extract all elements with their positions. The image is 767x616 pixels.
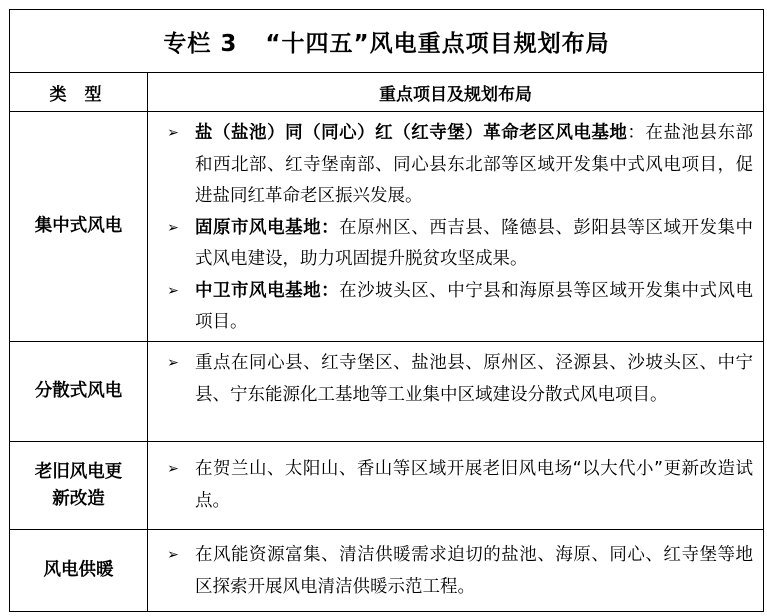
list-item — [148, 348, 763, 411]
content-cell — [148, 342, 763, 441]
arrow-bullet-icon: ➢ — [167, 125, 179, 141]
category-cell: 老旧风电更新改造 — [10, 442, 148, 529]
arrow-bullet-icon: ➢ — [167, 219, 179, 236]
column-box — [9, 9, 764, 612]
box-title — [10, 10, 763, 73]
category-cell: 分散式风电 — [10, 342, 148, 441]
table-row-centralized — [10, 112, 763, 342]
table-row-heating — [10, 530, 763, 611]
category-cell: 风电供暖 — [10, 530, 148, 611]
item-text: 重点在同心县、红寺堡区、盐池县、原州区、泾源县、沙坡头区、中宁县、宁东能源化工基地等工业集中区域建设分散式风电项目。 — [195, 353, 753, 405]
table-row-repowering — [10, 442, 763, 530]
content-cell — [148, 112, 763, 341]
item-bold-label: 固原市风电基地： — [195, 217, 340, 238]
arrow-bullet-icon: ➢ — [167, 355, 179, 371]
arrow-bullet-icon: ➢ — [167, 461, 179, 477]
item-text: 在原州区、西吉县、隆德县、彭阳县等区域开发集中式风电建设，助力巩固提升脱贫攻坚成果。 — [195, 217, 754, 269]
list-item — [148, 213, 763, 276]
content-cell — [148, 530, 763, 611]
table-row-distributed — [10, 342, 763, 442]
item-text: ：在盐池县东部和西北部、红寺堡南部、同心县东北部等区域开发集中式风电项目，促进盐同红革命老区振兴发展。 — [195, 123, 754, 206]
header-content: 重点项目及规划布局 — [148, 73, 763, 112]
list-item — [148, 276, 763, 339]
header-type: 类 型 — [10, 73, 148, 112]
list-item — [148, 454, 763, 517]
content-cell — [148, 442, 763, 529]
arrow-bullet-icon: ➢ — [167, 282, 179, 299]
item-bold-label: 盐（盐池）同（同心）红（红寺堡）革命老区风电基地 — [195, 123, 628, 143]
list-item — [148, 540, 763, 603]
item-text: 在风能资源富集、清洁供暖需求迫切的盐池、海原、同心、红寺堡等地区探索开展风电清洁供暖示范工程。 — [195, 545, 753, 597]
list-item — [148, 118, 763, 213]
box-heading: “十四五”风电重点项目规划布局 — [265, 30, 610, 57]
item-bold-label: 中卫市风电基地： — [195, 280, 340, 301]
box-number: 专栏 3 — [163, 30, 238, 57]
category-cell: 集中式风电 — [10, 112, 148, 341]
arrow-bullet-icon: ➢ — [167, 547, 179, 563]
item-text: 在贺兰山、太阳山、香山等区域开展老旧风电场“以大代小”更新改造试点。 — [195, 459, 753, 511]
item-text: 在沙坡头区、中宁县和海原县等区域开发集中式风电项目。 — [195, 280, 754, 332]
